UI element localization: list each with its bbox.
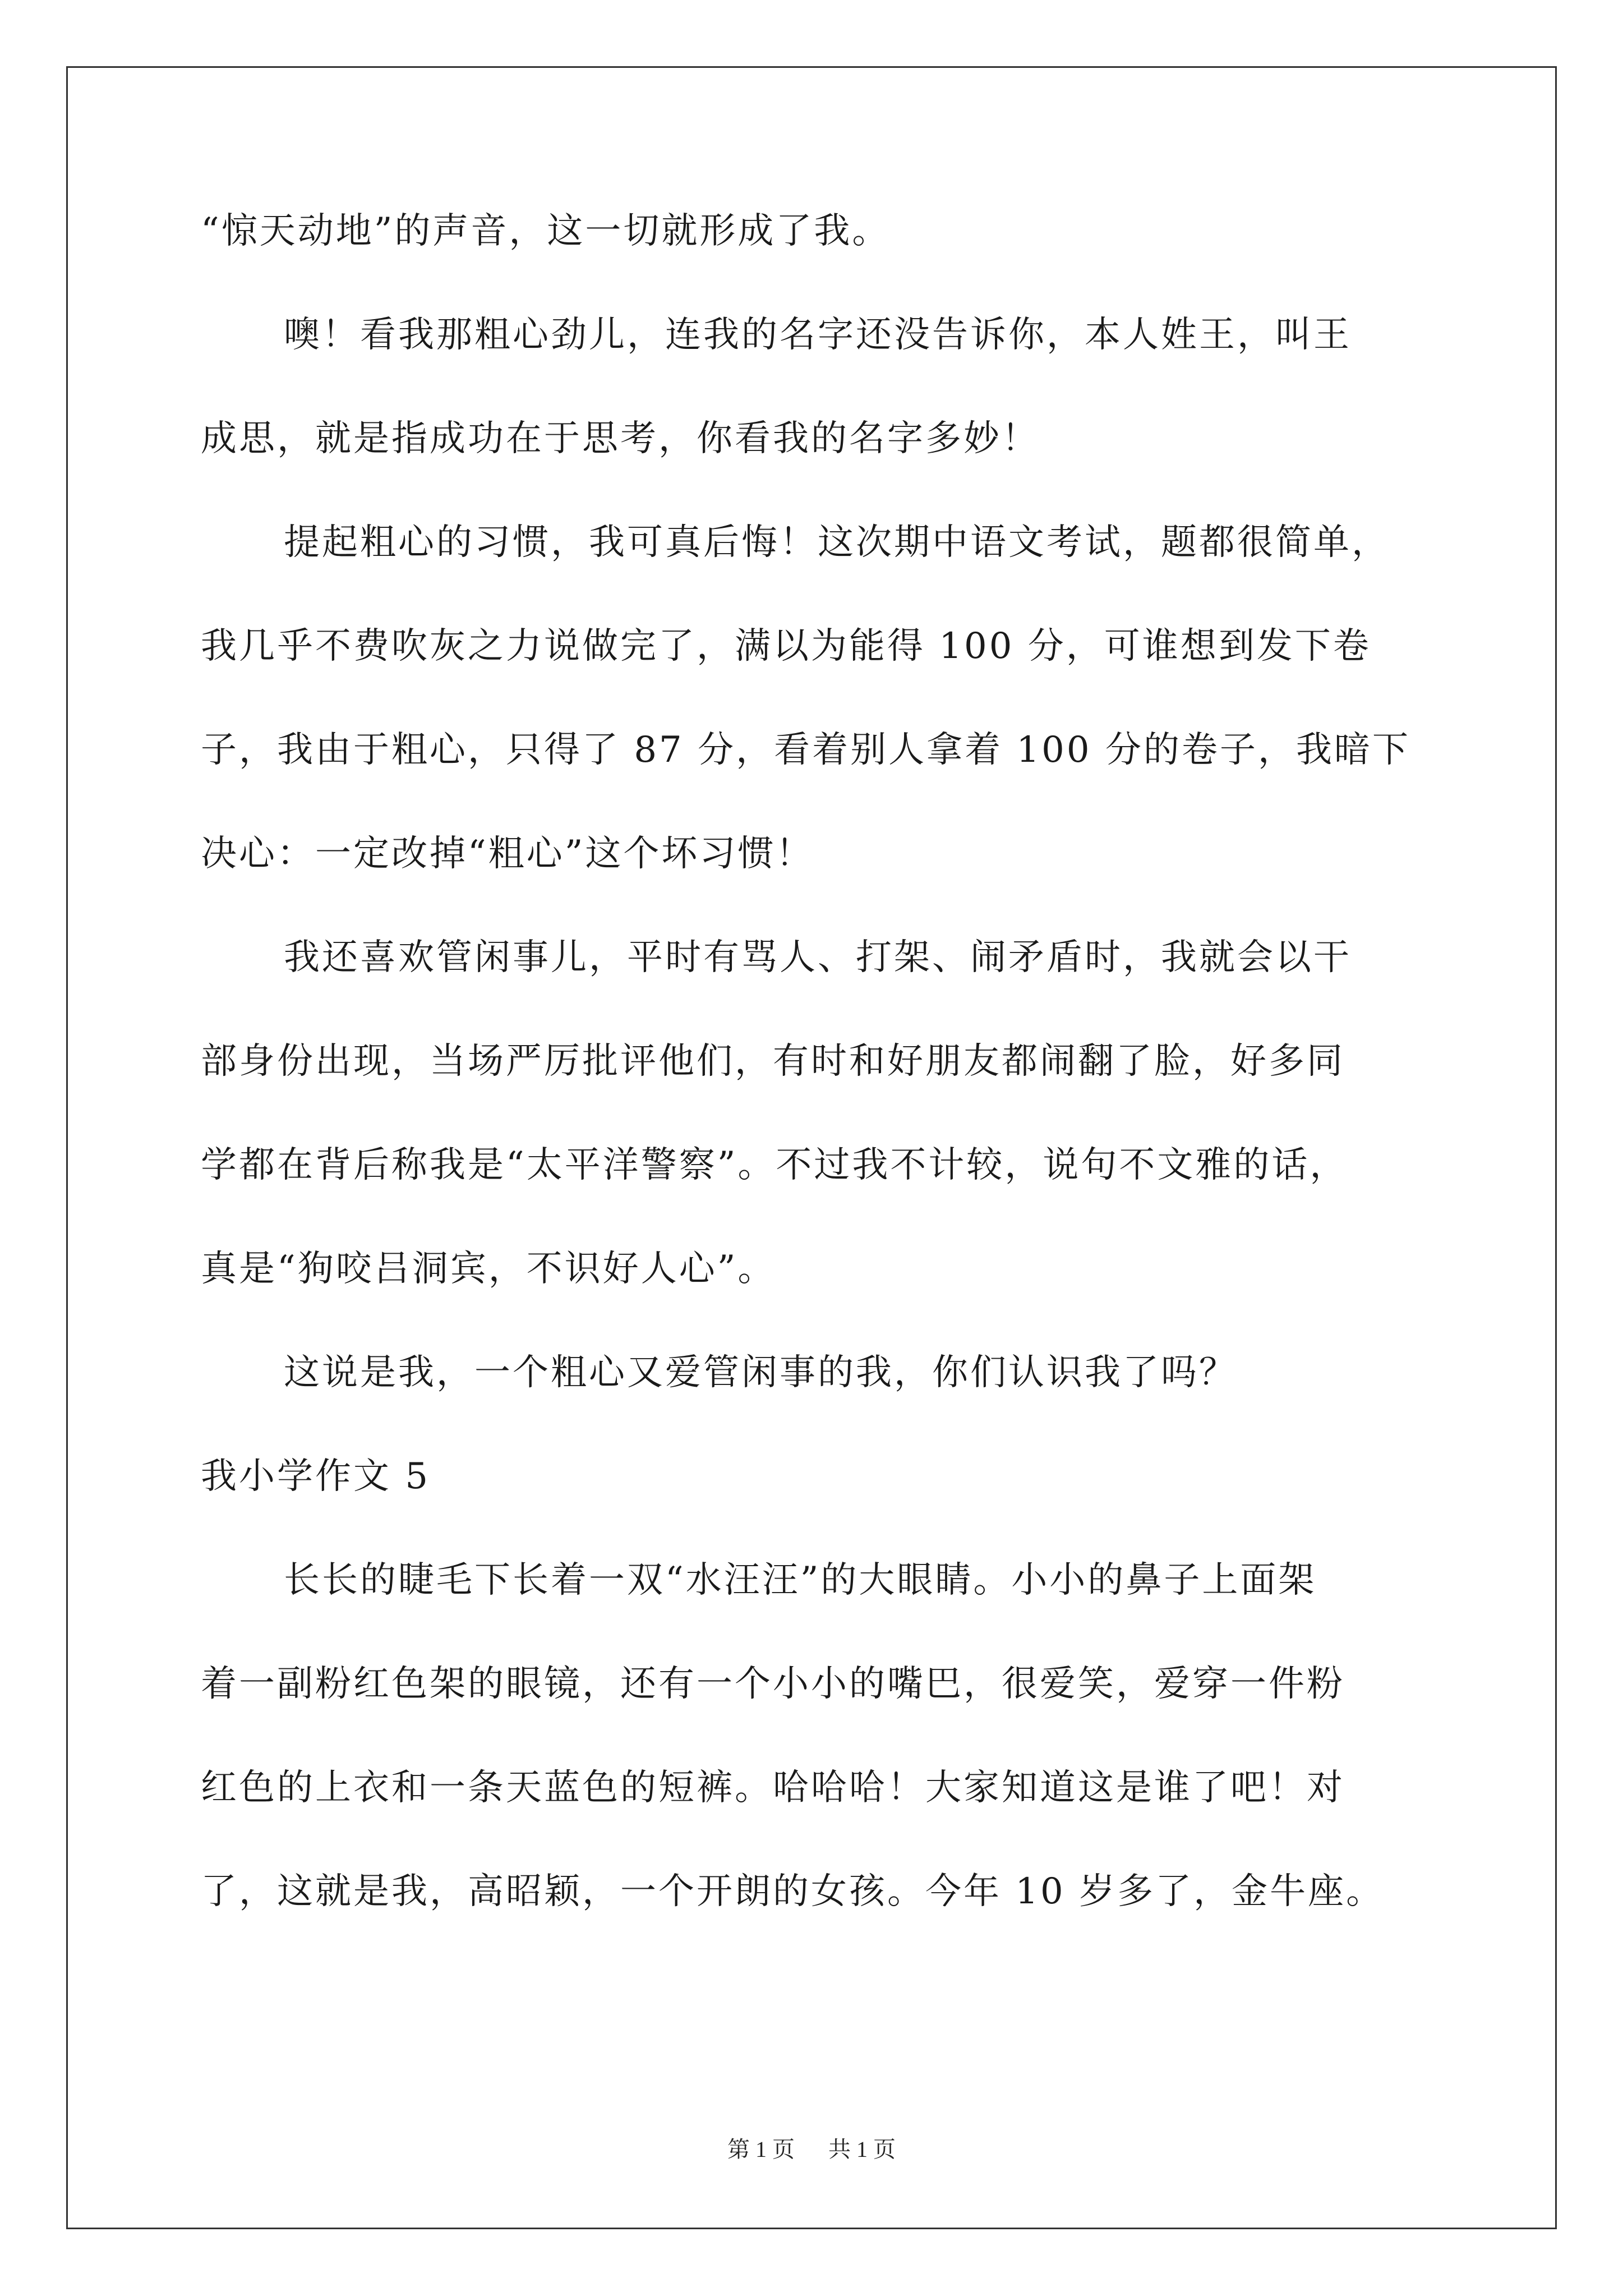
page-total: 共 1 页 [828, 2137, 896, 2162]
paragraph-start: 这说是我，一个粗心又爱管闲事的我，你们认识我了吗？ [284, 1352, 1237, 1393]
page-number: 第 1 页 [727, 2137, 795, 2162]
text-line: 了，这就是我，高昭颖，一个开朗的女孩。今年 10 岁多了，金牛座。 [201, 1871, 1385, 1912]
text-line: 我几乎不费吹灰之力说做完了，满以为能得 100 分，可谁想到发下卷 [201, 625, 1371, 667]
text-line: 真是“狗咬吕洞宾，不识好人心”。 [201, 1248, 776, 1290]
text-line: 学都在背后称我是“太平洋警察”。不过我不计较，说句不文雅的话， [201, 1144, 1348, 1186]
text-line: “惊天动地”的声音，这一切就形成了我。 [201, 210, 891, 252]
paragraph-start: 提起粗心的习惯，我可真后悔！这次期中语文考试，题都很简单， [284, 522, 1390, 563]
section-heading: 我小学作文 5 [201, 1456, 431, 1497]
text-line: 着一副粉红色架的眼镜，还有一个小小的嘴巴，很爱笑，爱穿一件粉 [201, 1663, 1345, 1705]
text-line: 红色的上衣和一条天蓝色的短裤。哈哈哈！大家知道这是谁了吧！对 [201, 1767, 1345, 1809]
text-line: 子，我由于粗心，只得了 87 分，看着别人拿着 100 分的卷子，我暗下 [201, 729, 1410, 771]
paragraph-start: 噢！看我那粗心劲儿，连我的名字还没告诉你，本人姓王，叫王 [284, 314, 1352, 356]
paragraph-start: 我还喜欢管闲事儿，平时有骂人、打架、闹矛盾时，我就会以干 [284, 937, 1352, 978]
page-footer [0, 2132, 1623, 2164]
text-line: 决心：一定改掉“粗心”这个坏习惯！ [201, 833, 814, 875]
text-line: 部身份出现，当场严厉批评他们，有时和好朋友都闹翻了脸，好多同 [201, 1041, 1345, 1082]
text-line: 成思，就是指成功在于思考，你看我的名字多妙！ [201, 418, 1040, 459]
paragraph-start: 长长的睫毛下长着一双“水汪汪”的大眼睛。小小的鼻子上面架 [284, 1559, 1317, 1601]
